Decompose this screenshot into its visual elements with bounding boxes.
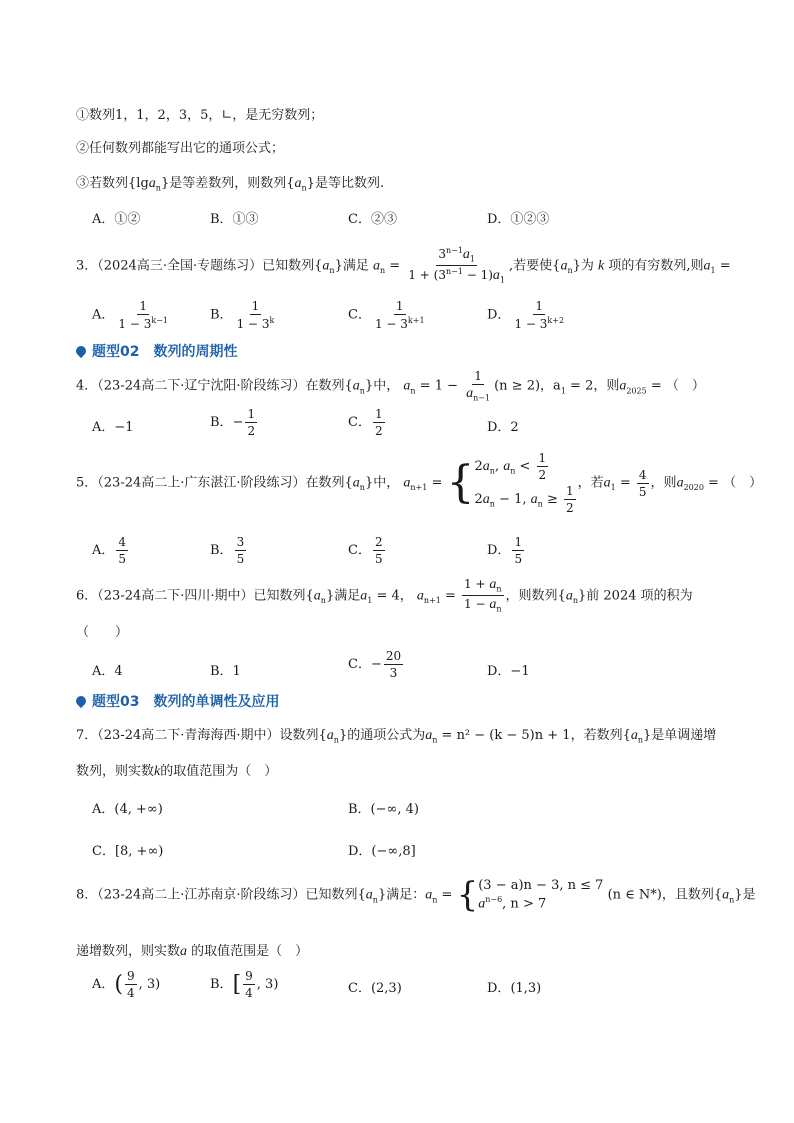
q4-option-d[interactable]: D．2 <box>487 420 519 435</box>
question-5: 5．（23-24高二上·广东湛江·阶段练习）在数列$\{a_n\}$中， $a_{n+1}$ = { $2a_n$, $a_n$ < $\frac{1}{2}$ $2a_n - 1$, $a_n$ ≥ $\frac{1}{2}$ ，若$a_1$ = $\frac{4}{5}$ ，则$a_{2020}$ = （ ） <box>76 451 763 515</box>
q8-option-a[interactable]: A．( $\frac{9}{4}$ , 3) <box>92 969 161 1000</box>
q2-option-d[interactable]: D．①②③ <box>487 212 550 227</box>
q8-option-c[interactable]: C．(2,3) <box>348 981 402 996</box>
q4-option-c[interactable]: C． $\frac{1}{2}$ <box>348 407 383 438</box>
q6-option-d[interactable]: D．−1 <box>487 664 530 679</box>
question-8-line-2: 递增数列，则实数a 的取值范围是（ ） <box>76 944 309 959</box>
question-7-line-1: 7．（23-24高二下·青海海西·期中）设数列$\{a_n\}$的通项公式为$a_n = n^2 - (k - 5)n + 1$，若数列$\{a_n\}$是单调递增 <box>76 728 717 745</box>
question-6: 6．（23-24高二下·四川·期中）已知数列$\{a_n\}$满足$a_1 = 4$， $a_{n+1}$ = $\frac{1 + a_n}{1 - a_n}$ ，则数列$\{a_n\}$前 2024 项的积为 <box>76 577 693 614</box>
q7-option-a[interactable]: A．(4, +∞) <box>92 802 163 817</box>
q6-option-a[interactable]: A．4 <box>92 664 123 679</box>
q4-option-b[interactable]: B．− $\frac{1}{2}$ <box>210 407 256 438</box>
statement-2: ②任何数列都能写出它的通项公式； <box>76 141 285 156</box>
q5-option-a[interactable]: A． $\frac{4}{5}$ <box>92 535 127 566</box>
q4-option-a[interactable]: A．−1 <box>92 420 134 435</box>
location-pin-icon <box>74 344 88 358</box>
q7-option-d[interactable]: D．(−∞,8] <box>348 844 416 859</box>
q7-option-b[interactable]: B．(−∞, 4) <box>348 802 419 817</box>
question-7-line-2: 数列，则实数k的取值范围为（ ） <box>76 764 278 779</box>
section-heading-02: 题型02 数列的周期性 <box>76 341 237 361</box>
question-6-paren: （ ） <box>76 625 129 640</box>
q2-option-a[interactable]: A．①② <box>92 212 141 227</box>
question-4: 4．（23-24高二下·辽宁沈阳·阶段练习）在数列$\{a_n\}$中， $a_n = 1$ − $\frac{1}{a_{n-1}}$ (n ≥ 2)，$a_1 = 2$，则$a_{2025}$ = （ ） <box>76 369 705 403</box>
location-pin-icon <box>74 694 88 708</box>
statement-1: ①数列1，1，2，3，5，∟，是无穷数列； <box>76 108 324 123</box>
q8-option-d[interactable]: D．(1,3) <box>487 981 542 996</box>
q3-option-a[interactable]: A． $\frac{1}{1 - 3^{k-1}}$ <box>92 299 168 331</box>
q2-option-c[interactable]: C．②③ <box>348 212 397 227</box>
q5-option-c[interactable]: C． $\frac{2}{5}$ <box>348 535 383 566</box>
q5-option-b[interactable]: B． $\frac{3}{5}$ <box>210 535 245 566</box>
statement-3: ③若数列{lga$_n$}是等差数列，则数列$\{a_n\}$是等比数列. <box>76 176 385 193</box>
q6-option-b[interactable]: B．1 <box>210 664 241 679</box>
question-3: 3．（2024高三·全国·专题练习）已知数列$\{a_n\}$满足 $a_n$ = $\frac{3^{n-1}a_1}{1 + (3^{n-1} - 1)a_1}$ ,若要使$\{a_n\}$为 k 项的有穷数列,则$a_1$ = <box>76 246 731 285</box>
q3-option-b[interactable]: B． $\frac{1}{1 - 3^k}$ <box>210 299 275 331</box>
q8-option-b[interactable]: B．[ $\frac{9}{4}$ , 3) <box>210 969 279 1000</box>
question-8-line-1: 8．（23-24高二上·江苏南京·阶段练习）已知数列$\{a_n\}$满足：$a_n$ = { (3 − a)n − 3, n ≤ 7 $a^{n-6}$, n > 7 (n ∈ N*)，且数列$\{a_n\}$是 <box>76 875 756 916</box>
q6-option-c[interactable]: C．− $\frac{20}{3}$ <box>348 649 402 680</box>
section-heading-03: 题型03 数列的单调性及应用 <box>76 691 279 711</box>
q3-option-c[interactable]: C． $\frac{1}{1 - 3^{k+1}}$ <box>348 299 425 331</box>
q7-option-c[interactable]: C．[8, +∞) <box>92 844 164 859</box>
q3-option-d[interactable]: D． $\frac{1}{1 - 3^{k+2}}$ <box>487 299 565 331</box>
q5-option-d[interactable]: D． $\frac{1}{5}$ <box>487 535 523 566</box>
q2-option-b[interactable]: B．①③ <box>210 212 259 227</box>
